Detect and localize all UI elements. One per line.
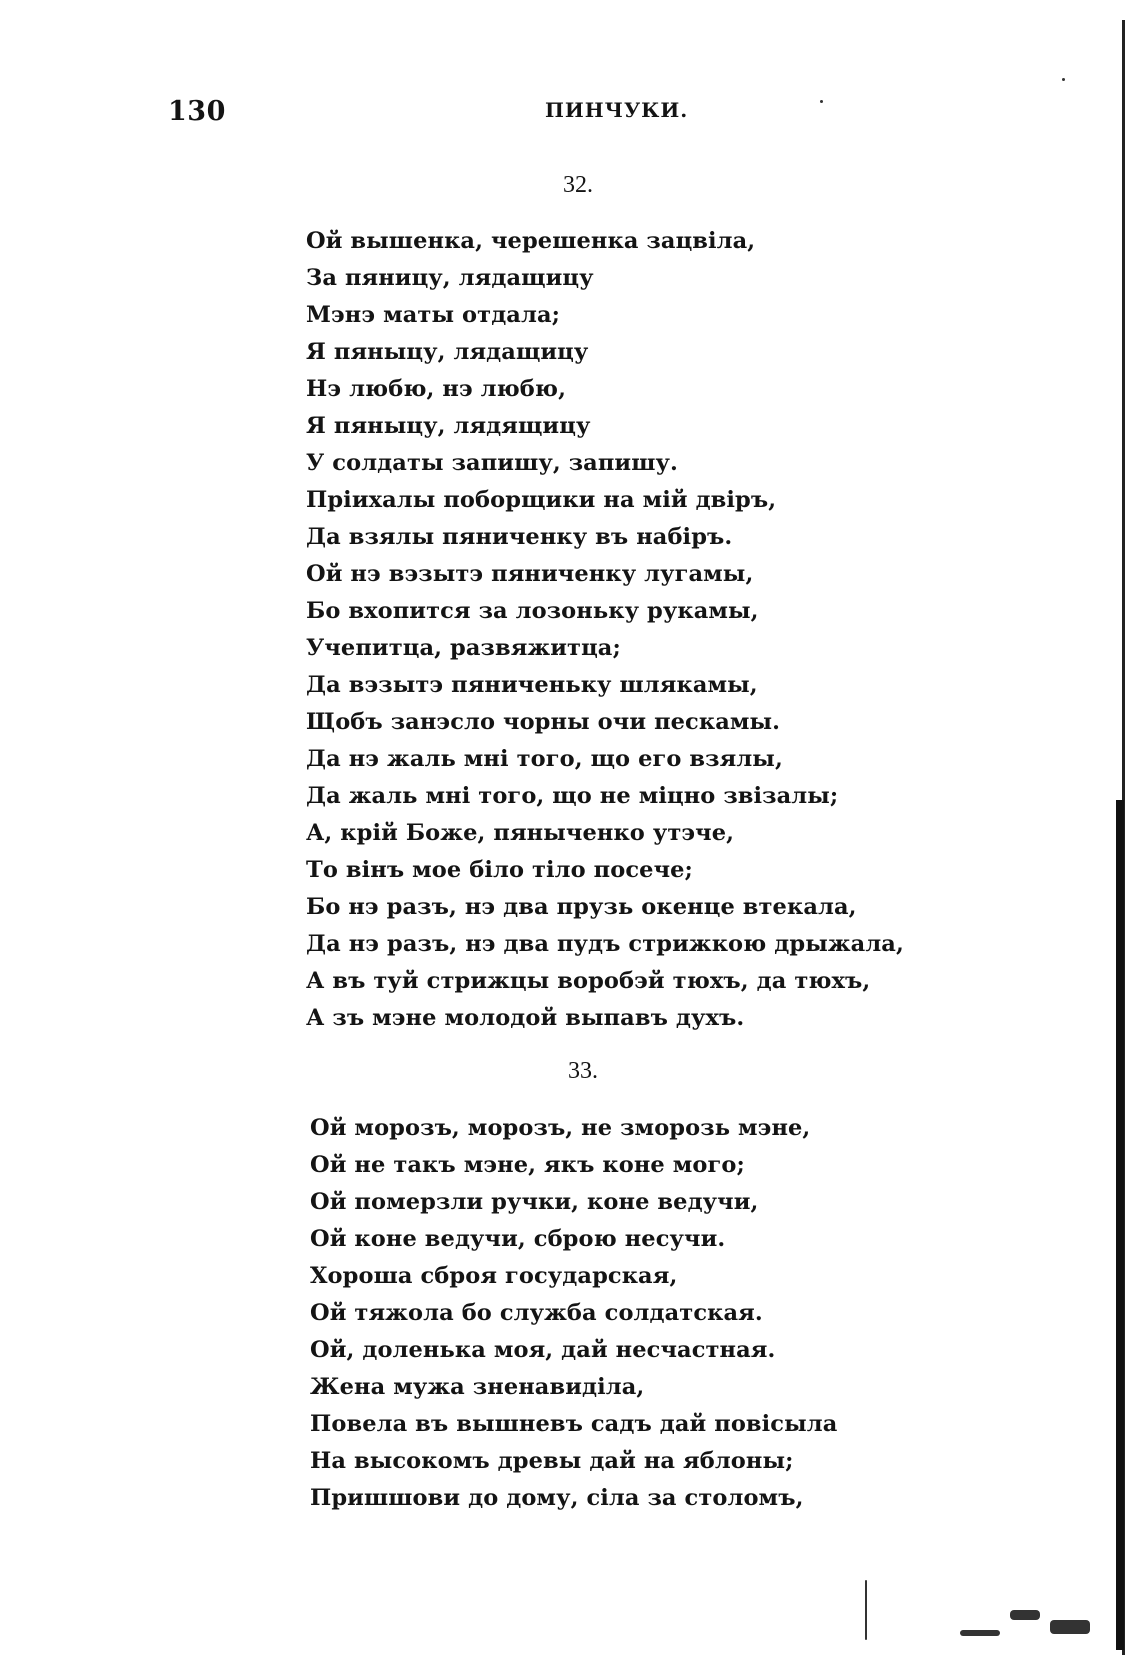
page-number: 130: [168, 96, 226, 127]
verse-line: Пришшови до дому, сiла за столомъ,: [310, 1485, 804, 1511]
verse-line: Хороша сброя государская,: [310, 1263, 678, 1289]
verse-line: Я пяныцу, лядащицу: [306, 339, 589, 365]
poem-number: 32.: [563, 172, 593, 198]
verse-line: Бо вхопится за лозоньку рукамы,: [306, 598, 759, 624]
verse-line: За пяницу, лядащицу: [306, 265, 594, 291]
poem-verse: [310, 1110, 837, 1517]
verse-line: У солдаты запишу, запишу.: [306, 450, 678, 476]
scan-speck: [865, 1580, 867, 1640]
page-edge-shadow: [1116, 800, 1124, 1650]
verse-line: Да нэ жаль мнi того, що его взялы,: [306, 746, 783, 772]
scan-speck: [1062, 78, 1065, 81]
verse-line: Ой тяжола бо служба солдатская.: [310, 1300, 763, 1326]
verse-line: То вiнъ мое бiло тiло посече;: [306, 857, 693, 883]
verse-line: Бо нэ разъ, нэ два прузь окенце втекала,: [306, 894, 857, 920]
verse-line: Повела въ вышневъ садъ дай повiсыла: [310, 1411, 838, 1437]
scan-speck: [820, 100, 823, 103]
verse-line: Я пяныцу, лядящицу: [306, 413, 591, 439]
verse-line: Да жаль мнi того, що не мiцно звiзалы;: [306, 783, 839, 809]
verse-line: А, крiй Боже, пяныченко утэче,: [306, 820, 735, 846]
verse-line: А въ туй стрижцы воробэй тюхъ, да тюхъ,: [306, 968, 871, 994]
verse-line: Ой морозъ, морозъ, не зморозь мэне,: [310, 1115, 811, 1141]
scan-speck: [1050, 1620, 1090, 1634]
verse-line: Щобъ занэсло чорны очи пескамы.: [306, 709, 781, 735]
verse-line: Да вэзытэ пяниченьку шлякамы,: [306, 672, 758, 698]
verse-line: Ой коне ведучи, сброю несучи.: [310, 1226, 726, 1252]
verse-line: На высокомъ древы дай на яблоны;: [310, 1448, 794, 1474]
running-title: ПИНЧУКИ.: [545, 98, 689, 122]
poem-verse: [306, 223, 904, 1037]
verse-line: Жена мужа зненавидiла,: [310, 1374, 645, 1400]
verse-line: Ой померзли ручки, коне ведучи,: [310, 1189, 759, 1215]
scan-speck: [1010, 1610, 1040, 1620]
verse-line: Нэ любю, нэ любю,: [306, 376, 567, 402]
verse-line: Ой не такъ мэне, якъ коне мого;: [310, 1152, 745, 1178]
scan-speck: [960, 1630, 1000, 1636]
verse-line: Да взялы пяниченку въ набiръ.: [306, 524, 733, 550]
verse-line: Ой вышенка, черешенка зацвiла,: [306, 228, 756, 254]
poem-number: 33.: [568, 1058, 598, 1084]
verse-line: Да нэ разъ, нэ два пудъ стрижкою дрыжала,: [306, 931, 904, 957]
verse-line: А зъ мэне молодой выпавъ духъ.: [306, 1005, 745, 1031]
verse-line: Учепитца, развяжитца;: [306, 635, 621, 661]
verse-line: Ой нэ вэзытэ пяниченку лугамы,: [306, 561, 754, 587]
verse-line: Мэнэ маты отдала;: [306, 302, 561, 328]
verse-line: Ой, доленька моя, дай несчастная.: [310, 1337, 776, 1363]
verse-line: Прiихалы поборщики на мiй двiръ,: [306, 487, 777, 513]
